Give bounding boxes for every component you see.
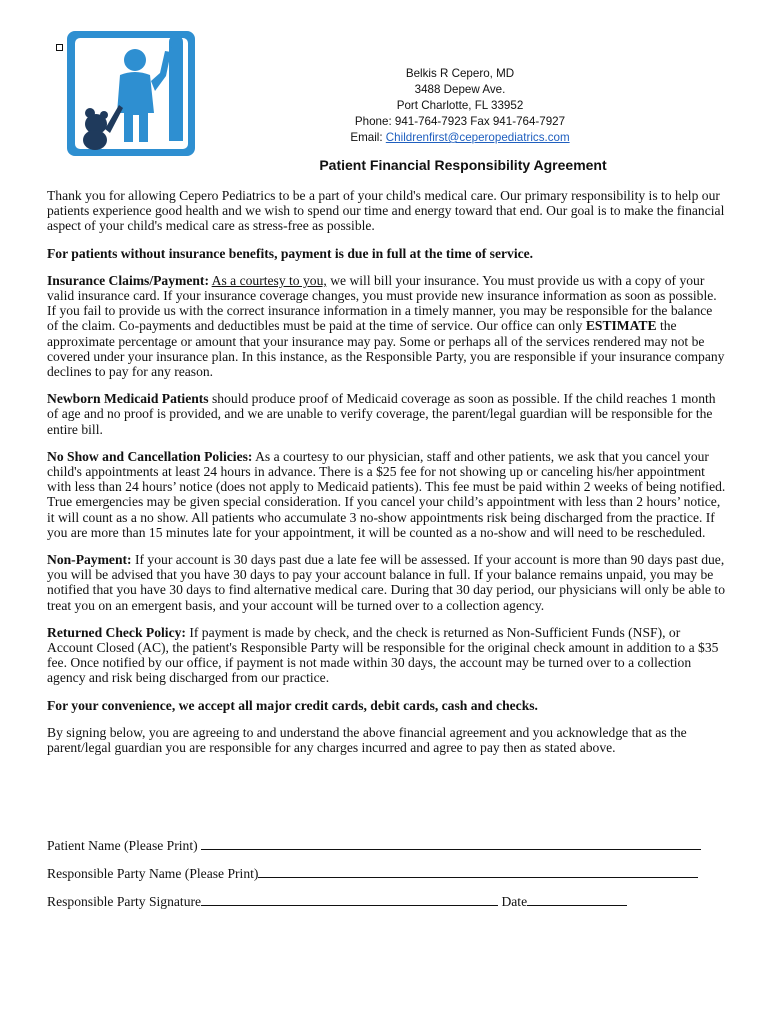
phone-fax: Phone: 941-764-7923 Fax 941-764-7927 [354,115,566,128]
estimate-word: ESTIMATE [585,318,657,334]
intro-paragraph: Thank you for allowing Cepero Pediatrics to be a part of your child's medical care. Our primary responsibility is to help our patients experience good health and we wish to spend our time and energy toward that end. Our goal is to make the financial aspect of your child's medical care as stress-free as possible. [47,188,725,234]
insurance-text-1: we will bill your insurance. You must provide us with a copy of your valid insurance card. If your insurance coverage changes, you must provide new insurance information as soon as possible. If you fail to provide us with the correct insurance information in a timely manner, you may be responsible for the balance of the claim. Co-payments and deductibles must be paid at the time of service. Our office can only [47,272,717,334]
signature-label: Responsible Party Signature [47,894,202,909]
returned-check-text: If payment is made by check, and the check is returned as Non-Sufficient Funds (NSF), or Account Closed (AC), the patient's Responsible Party will be responsible for the original check amount in addition to a $35 fee. Once notified by our office, if payment is not made within 30 days, the account may be turned over to a collection agency and risk being discharged from our practice. [47,624,719,686]
date-label: Date [501,894,528,909]
returned-check-paragraph [47,625,727,686]
insurance-paragraph [47,273,727,379]
email-label: Email: [350,131,386,144]
responsible-name-label: Responsible Party Name (Please Print) [47,866,259,881]
email-line [300,130,620,146]
nonpayment-paragraph [47,552,727,613]
pediatrics-logo [65,29,197,158]
responsible-name-row [47,865,737,882]
patient-name-row [47,837,737,854]
city-state-zip: Port Charlotte, FL 33952 [396,99,524,112]
agreement-body [47,188,727,767]
noshow-paragraph [47,449,727,540]
nonpayment-text: If your account is 30 days past due a late fee will be assessed. If your account is more than 90 days past due, you will be advised that you have 30 days to pay your account balance in full. If your balance remains unpaid, you may be notified that you have 30 days to find alternative medical care. During that 30 day period, our physicians will only be able to treat you on an emergent basis, and your account will be turned over to a collection agency. [47,552,725,613]
responsible-name-line[interactable] [258,865,698,878]
email-link[interactable]: Childrenfirst@ceperopediatrics.com [385,131,570,144]
newborn-heading: Newborn Medicaid Patients [47,391,209,407]
street-address: 3488 Depew Ave. [414,83,506,96]
nonpayment-heading: Non-Payment: [47,552,132,568]
returned-check-heading: Returned Check Policy: [47,624,186,640]
document-title: Patient Financial Responsibility Agreement [319,157,607,173]
practice-header [300,66,620,146]
insurance-text-2: the approximate percentage or amount that your insurance may pay. Some or perhaps all of the services rendered may not be covered under your insurance plan. In this instance, as the Responsible Party, you are responsible if your insurance company declines to pay for any reason. [47,318,725,380]
signing-paragraph: By signing below, you are agreeing to and understand the above financial agreement and you acknowledge that as the parent/legal guardian you are responsible for any charges incurred and agree to pay then as stated above. [47,724,687,756]
date-line[interactable] [527,893,627,906]
doctor-name: Belkis R Cepero, MD [405,67,515,80]
newborn-text: should produce proof of Medicaid coverage as soon as possible. If the child reaches 1 month of age and no proof is provided, and we are unable to verify coverage, the parent/legal guardian will be responsible for the entire bill. [47,391,716,437]
courtesy-phrase: As a courtesy to you, [211,272,327,288]
bullet-marker [56,44,63,51]
signature-line[interactable] [201,893,498,906]
convenience-paragraph: For your convenience, we accept all major credit cards, debit cards, cash and checks. [47,697,538,713]
no-insurance-paragraph: For patients without insurance benefits, payment is due in full at the time of service. [47,245,534,261]
patient-name-line[interactable] [201,837,701,850]
noshow-heading: No Show and Cancellation Policies: [47,448,253,464]
noshow-text: As a courtesy to our physician, staff and other patients, we ask that you cancel your child's appointments at least 24 hours in advance. There is a $25 fee for not showing up or canceling his/her appointment with less than 24 hours’ notice (does not apply to Medicaid patients). This fee must be paid within 2 weeks of being notified. True emergencies may be given special consideration. If you cancel your child’s appointment with less than 2 hours’ notice, it will count as a no show. All patients who accumulate 3 no-show appointments risk being discharged from the practice. If you are more than 15 minutes late for your appointment, it will be counted as a no-show and will need to be rescheduled. [47,448,726,540]
patient-name-label: Patient Name (Please Print) [47,838,198,853]
insurance-heading: Insurance Claims/Payment: [47,272,209,288]
signature-row [47,893,737,910]
newborn-paragraph [47,391,727,437]
